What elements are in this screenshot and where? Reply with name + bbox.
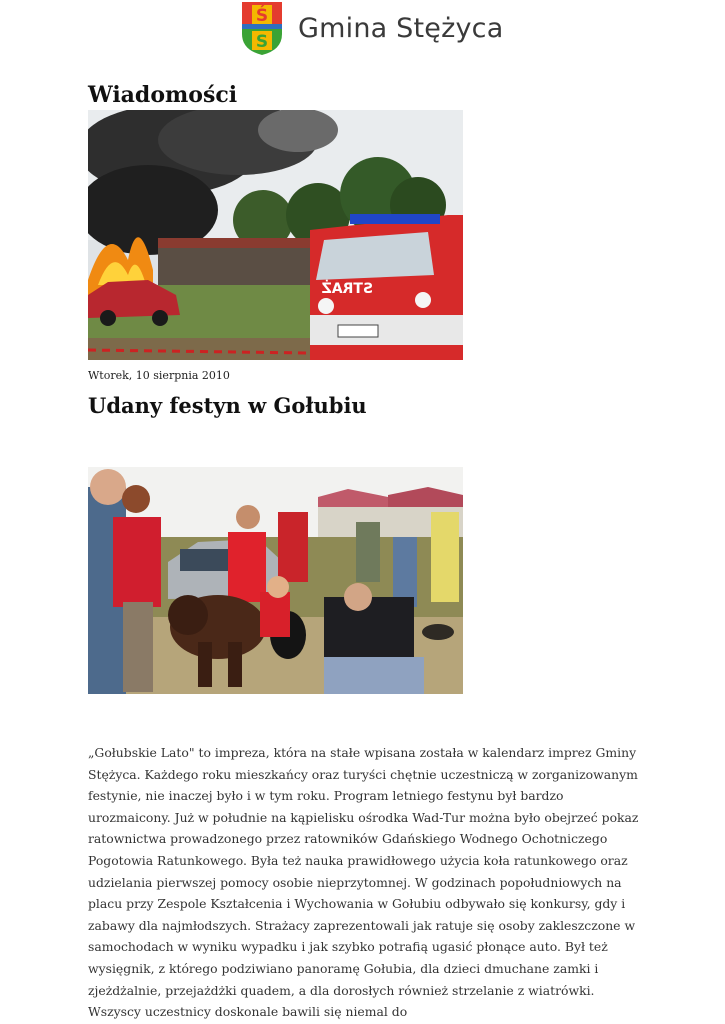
gmina-crest-logo[interactable] (240, 0, 284, 56)
article-photo-fire-demo[interactable] (88, 110, 463, 360)
article-photo-festival-dogs[interactable] (88, 467, 463, 694)
section-heading: Wiadomości (88, 82, 238, 108)
article-body: „Gołubskie Lato" to impreza, która na stałe wpisana została w kalendarz imprez Gminy Stężyca. Każdego roku mieszkańcy oraz turyści chętnie uczestniczą w zorganizowanym festynie, nie inaczej było i w tym roku. Program letniego festynu był bardzo urozmaicony. Już w południe na kąpielisku ośrodka Wad-Tur można było obejrzeć pokaz ratownictwa prowadzonego przez ratowników Gdańskiego Wodnego Ochotniczego Pogotowia Ratunkowego. Była też nauka prawidłowego użycia koła ratunkowego oraz udzielania pierwszej pomocy osobie nieprzytomnej. W godzinach popołudniowych na placu przy Zespole Kształcenia i Wychowania w Gołubiu odbywało się konkursy, gdy i zabawy dla najmłodszych. Strażacy zaprezentowali jak ratuje się osoby zakleszczone w samochodach w wyniku wypadku i jak szybko potrafią ugasić płonące auto. Był też wysięgnik, z którego podziwiano panoramę Gołubia, dla dzieci dmuchane zamki i zjeżdżalnie, przejażdżki quadem, a dla dorosłych również strzelanie z wiatrówki. Wszyscy uczestnicy doskonale bawili się niemal do (88, 745, 639, 1020)
svg-text:S: S (255, 32, 269, 52)
svg-text:Ś: Ś (255, 6, 269, 26)
site-title[interactable]: Gmina Stężyca (298, 12, 504, 44)
article-title[interactable]: Udany festyn w Gołubiu (88, 393, 367, 418)
site-header (240, 0, 503, 56)
article-date: Wtorek, 10 sierpnia 2010 (88, 369, 230, 382)
svg-text:STRAŻ: STRAŻ (321, 281, 373, 297)
